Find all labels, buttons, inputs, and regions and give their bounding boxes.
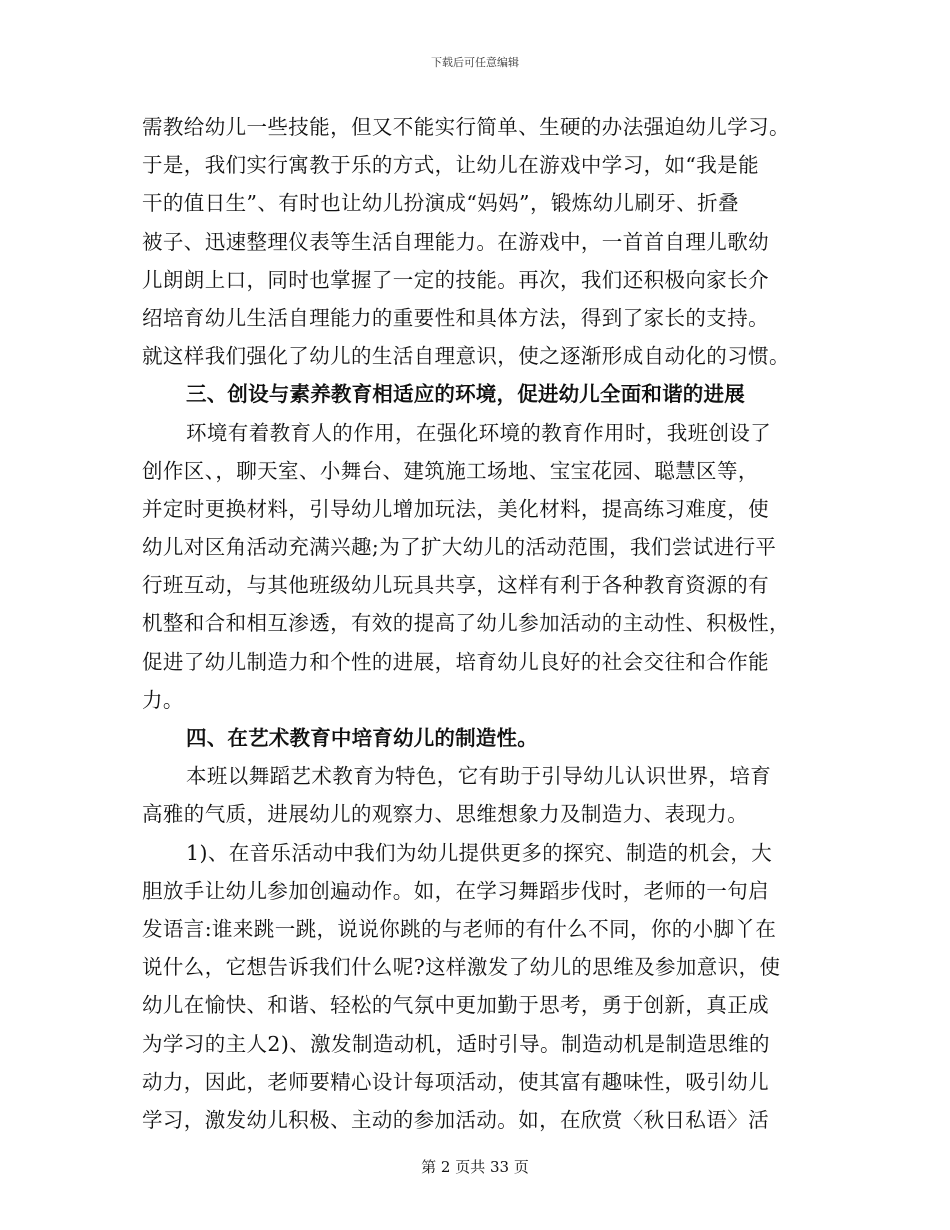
section-heading: 四、在艺术教育中培育幼儿的制造性。	[186, 726, 538, 750]
body-line: 并定时更换材料，引导幼儿增加玩法，美化材料，提高练习难度，使	[142, 496, 769, 521]
document-body	[142, 108, 810, 1139]
body-line: 学习，激发幼儿积极、主动的参加活动。如，在欣赏〈秋日私语〉活	[142, 1107, 769, 1132]
body-line: 绍培育幼儿生活自理能力的重要性和具体方法，得到了家长的支持。	[142, 305, 769, 330]
page-header: 下载后可任意编辑	[431, 56, 519, 69]
body-line: 创作区、，聊天室、小舞台、建筑施工场地、宝宝花园、聪慧区等，	[142, 458, 759, 483]
body-line: 就这样我们强化了幼儿的生活自理意识，使之逐渐形成自动化的习惯。	[142, 344, 790, 369]
body-line: 干的值日生”、有时也让幼儿扮演成“妈妈”，锻炼幼儿刷牙、折叠	[142, 191, 739, 216]
body-line: 胆放手让幼儿参加创遍动作。如，在学习舞蹈步伐时，老师的一句启	[142, 878, 769, 903]
page-footer: 第 2 页共 33 页	[421, 1158, 529, 1176]
body-line: 被子、迅速整理仪表等生活自理能力。在游戏中，一首首自理儿歌幼	[142, 229, 769, 254]
body-line: 儿朗朗上口，同时也掌握了一定的技能。再次，我们还积极向家长介	[142, 267, 769, 292]
body-line: 说什么，它想告诉我们什么呢?这样激发了幼儿的思维及参加意识，使	[142, 955, 781, 980]
body-line: 为学习的主人2)、激发制造动机，适时引导。制造动机是制造思维的	[142, 1031, 770, 1056]
body-line: 环境有着教育人的作用，在强化环境的教育作用时，我班创设了	[186, 420, 772, 445]
body-line: 幼儿在愉快、和谐、轻松的气氛中更加勤于思考，勇于创新，真正成	[142, 993, 769, 1018]
section-heading: 三、创设与素养教育相适应的环境，促进幼儿全面和谐的进展	[186, 382, 745, 407]
body-line: 动力，因此，老师要精心设计每项活动，使其富有趣味性，吸引幼儿	[142, 1069, 769, 1094]
body-line: 本班以舞蹈艺术教育为特色，它有助于引导幼儿认识世界，培育	[186, 764, 772, 789]
body-line: 幼儿对区角活动充满兴趣;为了扩大幼儿的活动范围，我们尝试进行平	[142, 535, 777, 560]
body-line: 需教给幼儿一些技能，但又不能实行简单、生硬的办法强迫幼儿学习。	[142, 115, 790, 139]
body-line: 发语言:谁来跳一跳，说说你跳的与老师的有什么不同，你的小脚丫在	[142, 916, 777, 941]
body-line: 机整和合和相互渗透，有效的提高了幼儿参加活动的主动性、积极性，	[142, 611, 790, 636]
body-line: 促进了幼儿制造力和个性的进展，培育幼儿良好的社会交往和合作能	[142, 649, 769, 674]
body-line: 1)、在音乐活动中我们为幼儿提供更多的探究、制造的机会，大	[186, 840, 773, 865]
body-line: 于是，我们实行寓教于乐的方式，让幼儿在游戏中学习，如“我是能	[142, 153, 759, 178]
body-line: 力。	[142, 687, 184, 712]
body-line: 行班互动，与其他班级幼儿玩具共享，这样有利于各种教育资源的有	[142, 573, 769, 598]
body-line: 高雅的气质，进展幼儿的观察力、思维想象力及制造力、表现力。	[142, 802, 749, 827]
